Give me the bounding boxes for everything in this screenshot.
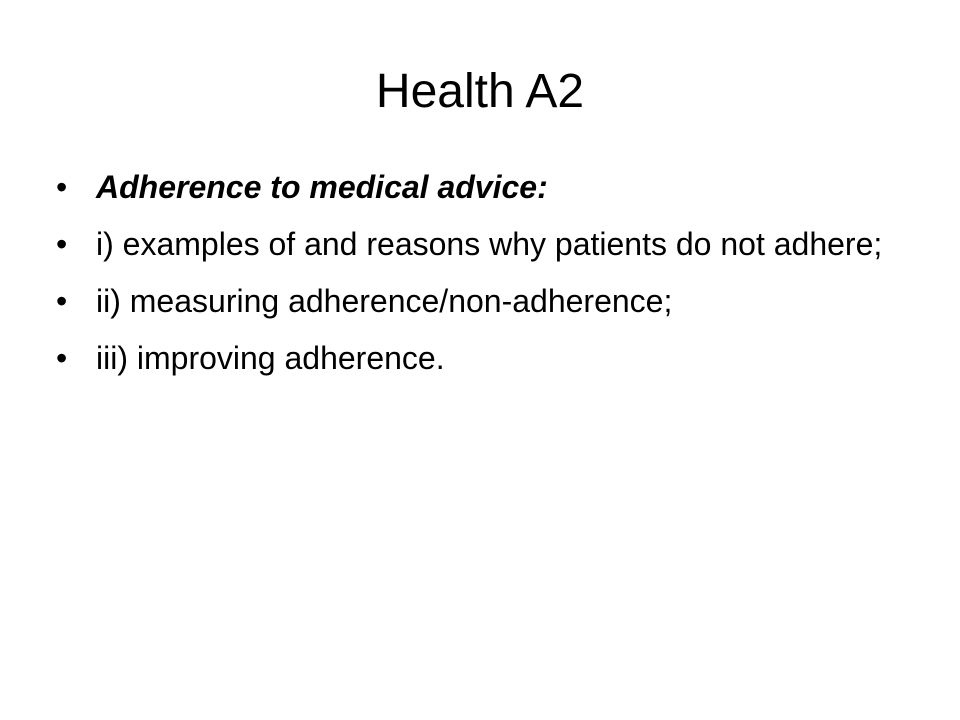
bullet-list bbox=[56, 168, 896, 396]
bullet-item-reasons bbox=[56, 225, 896, 263]
bullet-text: ii) measuring adherence/non-adherence; bbox=[96, 283, 673, 319]
bullet-text: iii) improving adherence. bbox=[96, 340, 445, 376]
bullet-dot-icon: • bbox=[56, 226, 68, 262]
bullet-item-measuring bbox=[56, 282, 896, 320]
bullet-dot-icon: • bbox=[56, 169, 68, 205]
bullet-dot-icon: • bbox=[56, 283, 68, 319]
bullet-text: i) examples of and reasons why patients do not adhere; bbox=[96, 226, 883, 262]
bullet-item-heading bbox=[56, 168, 896, 206]
slide-title: Health A2 bbox=[375, 65, 585, 118]
bullet-dot-icon: • bbox=[56, 340, 68, 376]
bullet-text: Adherence to medical advice: bbox=[96, 169, 548, 205]
bullet-item-improving bbox=[56, 339, 896, 377]
